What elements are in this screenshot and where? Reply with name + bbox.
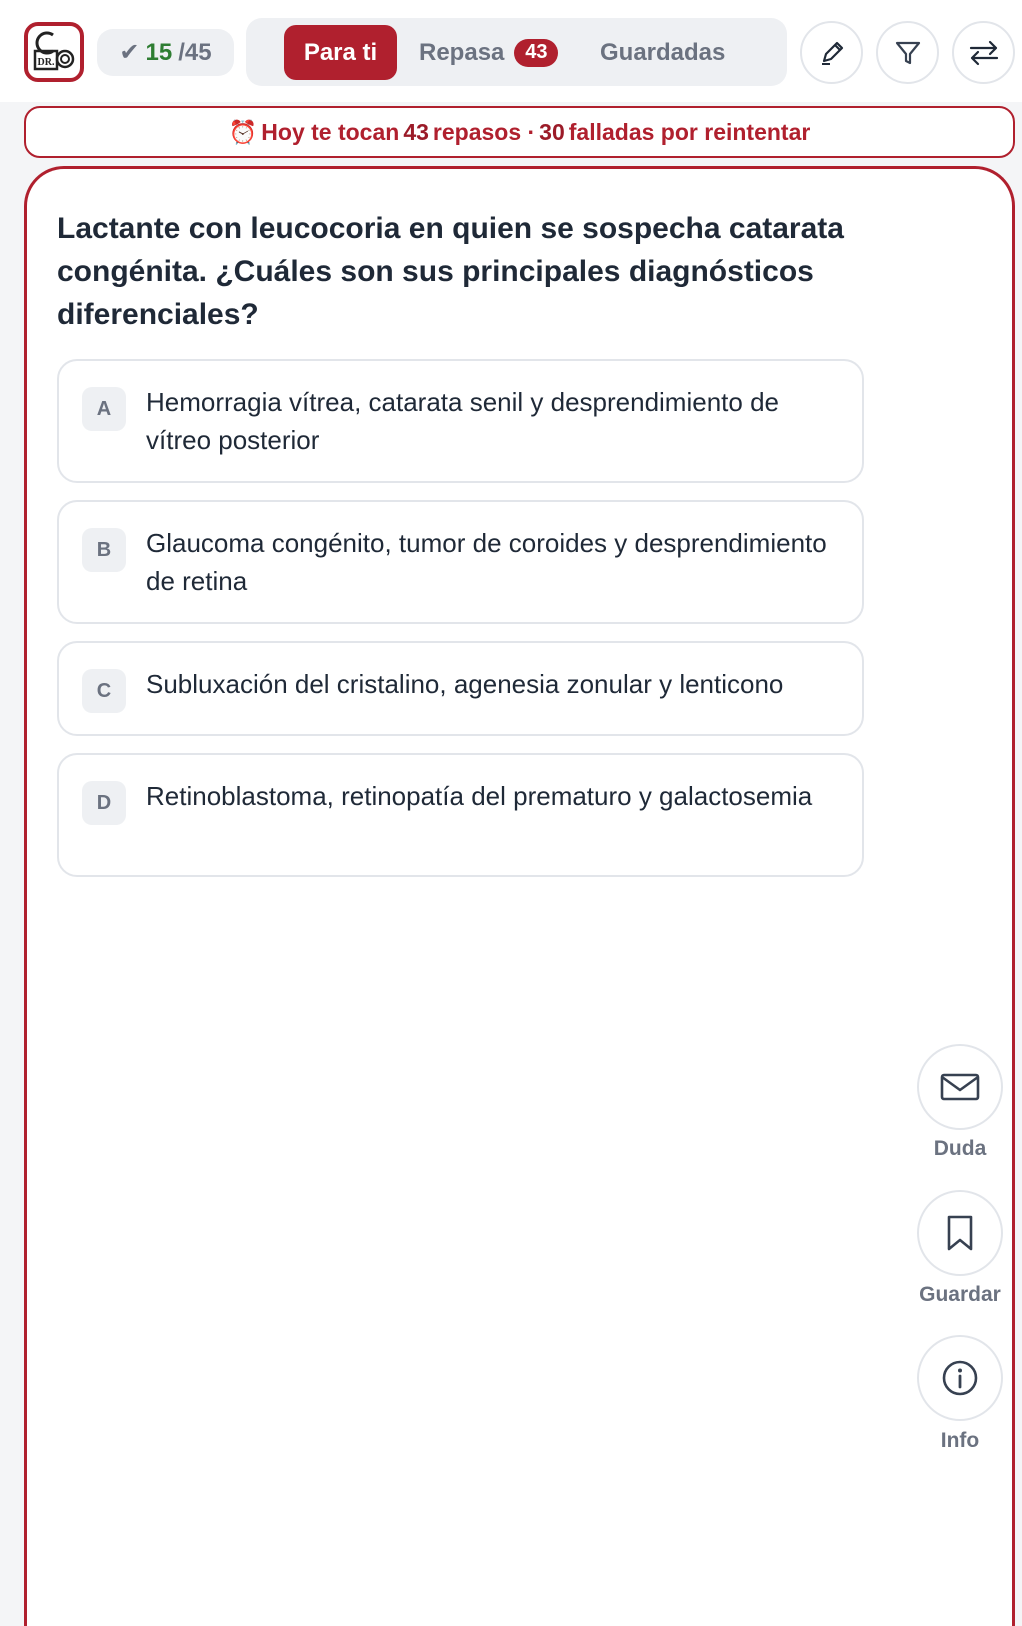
option-text: Glaucoma congénito, tumor de coroides y desprendimiento de retina bbox=[146, 528, 827, 596]
option-text: Hemorragia vítrea, catarata senil y desprendimiento de vítreo posterior bbox=[146, 387, 779, 455]
pencil-icon bbox=[818, 39, 846, 67]
bookmark-icon bbox=[944, 1214, 976, 1252]
alarm-clock-icon: ⏰ bbox=[228, 118, 258, 145]
save-label: Guardar bbox=[919, 1283, 1001, 1306]
repasos-count: 43 bbox=[403, 118, 429, 145]
total-count: /45 bbox=[178, 38, 212, 66]
swap-button[interactable] bbox=[952, 21, 1015, 84]
mail-icon bbox=[939, 1071, 981, 1103]
tab-label: Repasa bbox=[419, 38, 505, 66]
falladas-label: falladas por reintentar bbox=[568, 118, 811, 145]
filter-icon bbox=[893, 38, 923, 68]
banner-prefix: Hoy te tocan bbox=[261, 118, 400, 145]
option-letter: C bbox=[82, 669, 126, 713]
tab-label: Guardadas bbox=[600, 38, 726, 66]
info-label: Info bbox=[940, 1429, 980, 1452]
check-icon: ✔ bbox=[119, 39, 140, 66]
progress-counter bbox=[97, 29, 234, 76]
option-text: Subluxación del cristalino, agenesia zonular y lenticono bbox=[146, 669, 784, 699]
tab-label: Para ti bbox=[303, 38, 378, 66]
option-d[interactable] bbox=[57, 753, 864, 877]
svg-text:DR.: DR. bbox=[37, 57, 55, 68]
option-letter: A bbox=[82, 387, 126, 431]
edit-button[interactable] bbox=[800, 21, 863, 84]
tab-para-ti[interactable] bbox=[284, 25, 397, 80]
question-card bbox=[24, 166, 1015, 1626]
save-button[interactable] bbox=[917, 1190, 1003, 1276]
option-letter: B bbox=[82, 528, 126, 572]
info-icon bbox=[940, 1358, 980, 1398]
filter-button[interactable] bbox=[876, 21, 939, 84]
app-logo[interactable] bbox=[24, 22, 84, 82]
review-count-badge: 43 bbox=[514, 39, 558, 67]
option-text: Retinoblastoma, retinopatía del prematuro y galactosemia bbox=[146, 781, 813, 811]
option-c[interactable] bbox=[57, 641, 864, 736]
tab-repasa[interactable] bbox=[419, 25, 558, 80]
question-text: Lactante con leucocoria en quien se sospecha catarata congénita. ¿Cuáles son sus principales diagnósticos diferenciales? bbox=[57, 212, 844, 331]
review-reminder-banner[interactable] bbox=[24, 106, 1015, 158]
doubt-button[interactable] bbox=[917, 1044, 1003, 1130]
option-b[interactable] bbox=[57, 500, 864, 624]
option-a[interactable] bbox=[57, 359, 864, 483]
tab-guardadas[interactable] bbox=[600, 25, 725, 80]
repasos-label: repasos · bbox=[432, 118, 536, 145]
mode-tabs bbox=[246, 18, 787, 86]
top-bar bbox=[0, 0, 1022, 102]
info-button[interactable] bbox=[917, 1335, 1003, 1421]
option-letter: D bbox=[82, 781, 126, 825]
answered-count: 15 bbox=[145, 38, 173, 66]
swap-arrows-icon bbox=[968, 39, 1000, 67]
logo-icon bbox=[31, 29, 77, 75]
falladas-count: 30 bbox=[539, 118, 565, 145]
doubt-label: Duda bbox=[933, 1137, 987, 1160]
